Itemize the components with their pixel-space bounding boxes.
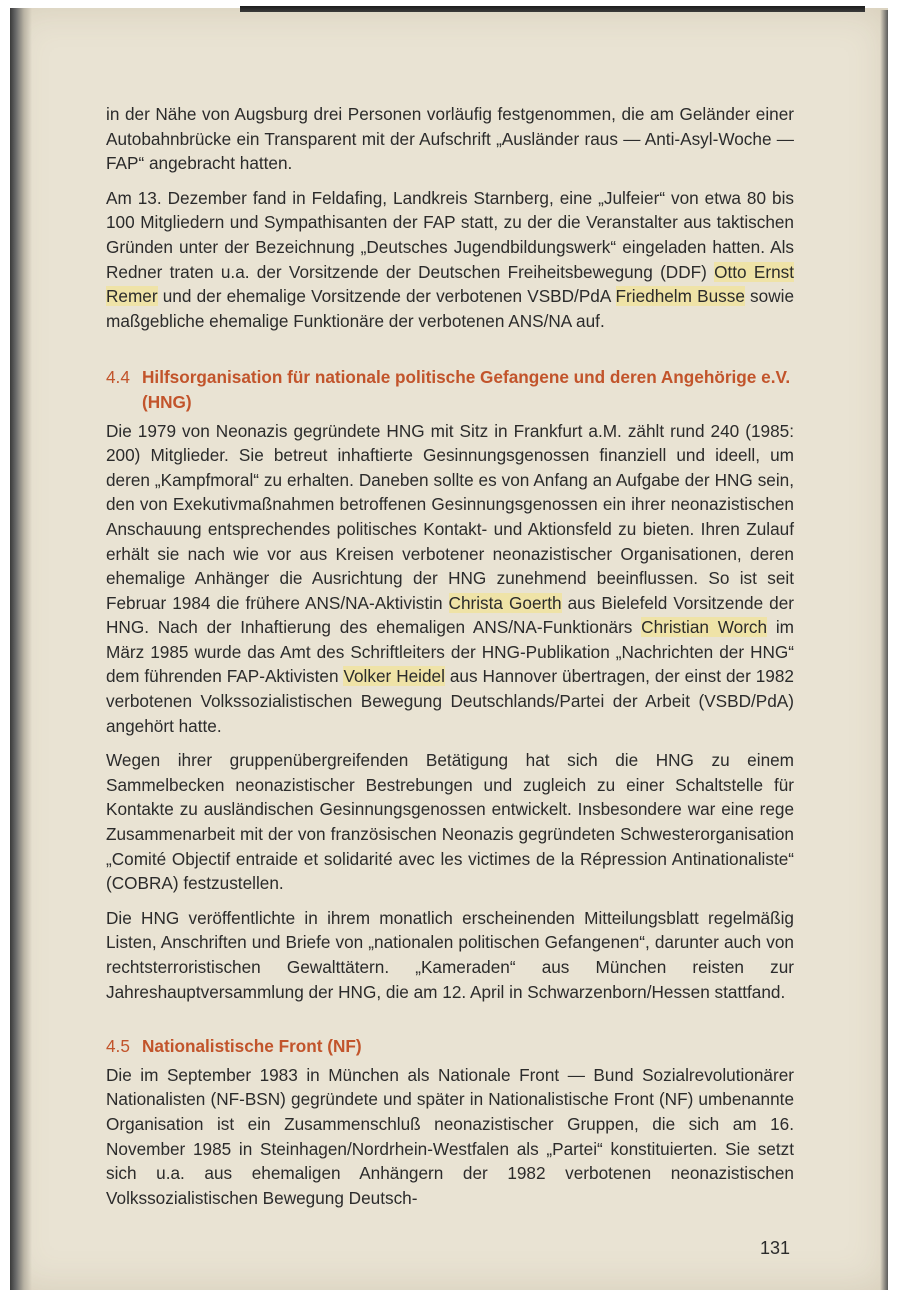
page-body — [106, 102, 794, 1210]
text-run: Am 13. Dezember fand in Feldafing, Landkreis Starnberg, eine „Julfeier“ von etwa 80 bis 100 Mitgliedern und Sympathisanten der FAP statt, zu der die Veranstalter aus taktischen Gründen unter der Bezeichnung „Deutsches Jugendbildungswerk“ eingeladen hatten. Als Redner traten u.a. der Vorsitzende der Deutschen Freiheitsbewegung (DDF) — [106, 187, 794, 282]
paragraph-hng-3: Die HNG veröffentlichte in ihrem monatlich erscheinenden Mitteilungsblatt regelmäßig Listen, Anschriften und Briefe von „nationalen politischen Gefangenen“, darunter auch von rechtsterroristischen Gewalttätern. „Kameraden“ aus München reisten zur Jahreshauptversammlung der HNG, die am 12. April in Schwarzenborn/Hessen stattfand. — [106, 907, 794, 1002]
paragraph-hng-2: Wegen ihrer gruppenübergreifenden Betätigung hat sich die HNG zu einem Sammelbecken neonazistischer Bestrebungen und zugleich zu einer Schaltstelle für Kontakte zu ausländischen Gesinnungsgenossen entwickelt. Insbesondere war eine rege Zusammenarbeit mit der von französischen Neonazis gegründeten Schwesterorganisation „Comité Objectif entraide et solidarité avec les victimes de la Répression Antinationaliste“ (COBRA) festzustellen. — [106, 750, 794, 894]
section-title: Nationalistische Front (NF) — [142, 1036, 362, 1057]
section-number: 4.5 — [106, 1036, 130, 1057]
section-heading-4-5 — [106, 1034, 794, 1059]
paragraph-nf-1: Die im September 1983 in München als Nationale Front — Bund Sozialrevolutionärer Nationalisten (NF-BSN) gegründete und später in Nationalistische Front (NF) umbenannte Organisation ist ein Zusammenschluß neonazistischer Gruppen, die sich am 16. November 1985 in Steinhagen/Nordrhein-Westfalen als „Partei“ konstituierten. Sie setzt sich u.a. aus ehemaligen Anhängern der 1982 verbotenen neonazistischen Volkssozialistischen Bewegung Deutsch- — [106, 1064, 794, 1208]
paragraph-intro: in der Nähe von Augsburg drei Personen vorläufig festgenommen, die am Geländer einer Autobahnbrücke ein Transparent mit der Aufschrift „Ausländer raus — Anti-Asyl-Woche — FAP“ angebracht hatten. — [106, 104, 794, 174]
highlighted-name: Friedhelm Busse — [615, 286, 745, 307]
highlighted-name: Volker Heidel — [343, 666, 445, 687]
highlighted-name: Christian Worch — [641, 617, 768, 638]
text-run: aus Bielefeld Vorsitzende der HNG. Nach der Inhaftierung des ehemaligen ANS/NA-Funktionärs — [106, 592, 795, 638]
section-heading-4-4 — [106, 365, 794, 414]
book-spine-shadow — [10, 8, 32, 1290]
paragraph-julfeier — [106, 186, 794, 334]
scan-top-edge — [240, 6, 865, 12]
text-run: Die 1979 von Neonazis gegründete HNG mit Sitz in Frankfurt a.M. zählt rund 240 (1985: 200) Mitglieder. Sie betreut inhaftierte Gesinnungsgenossen finanziell und ideell, um deren „Kampfmoral“ zu erhalten. Daneben sollte es von Anfang an Aufgabe der HNG sein, den von Exekutivmaßnahmen betroffenen Gesinnungsgenossen ein ihrer neonazistischen Anschauung entsprechendes politisches Kontakt- und Aktionsfeld zu bieten. Ihren Zulauf erhält sie nach wie vor aus Kreisen verbotener neonazistischer Organisationen, deren ehemalige Anhänger die Ausrichtung der HNG zunehmend beeinflussen. So ist seit Februar 1984 die frühere ANS/NA-Aktivistin — [106, 420, 794, 613]
text-run: sowie maßgebliche ehemalige Funktionäre der verbotenen ANS/NA auf. — [106, 286, 795, 331]
highlighted-name: Christa Goerth — [448, 592, 562, 613]
section-title: Hilfsorganisation für nationale politische Gefangene und deren Angehörige e.V. (HNG) — [142, 367, 791, 412]
scan-right-edge — [880, 10, 888, 1290]
text-run: im März 1985 wurde das Amt des Schriftleiters der HNG-Publikation „Nachrichten der HNG“ dem führenden FAP-Aktivisten — [106, 617, 794, 687]
section-number: 4.4 — [106, 367, 130, 388]
paragraph-hng-1 — [106, 419, 794, 739]
page-number: 131 — [760, 1238, 791, 1258]
highlighted-name: Otto Ernst Remer — [106, 261, 794, 307]
text-run: aus Hannover übertragen, der einst der 1982 verbotenen Volkssozialistischen Bewegung Deutschlands/Partei der Arbeit (VSBD/PdA) angehört hatte. — [106, 666, 794, 736]
text-run: und der ehemalige Vorsitzende der verbotenen VSBD/PdA — [157, 286, 616, 307]
